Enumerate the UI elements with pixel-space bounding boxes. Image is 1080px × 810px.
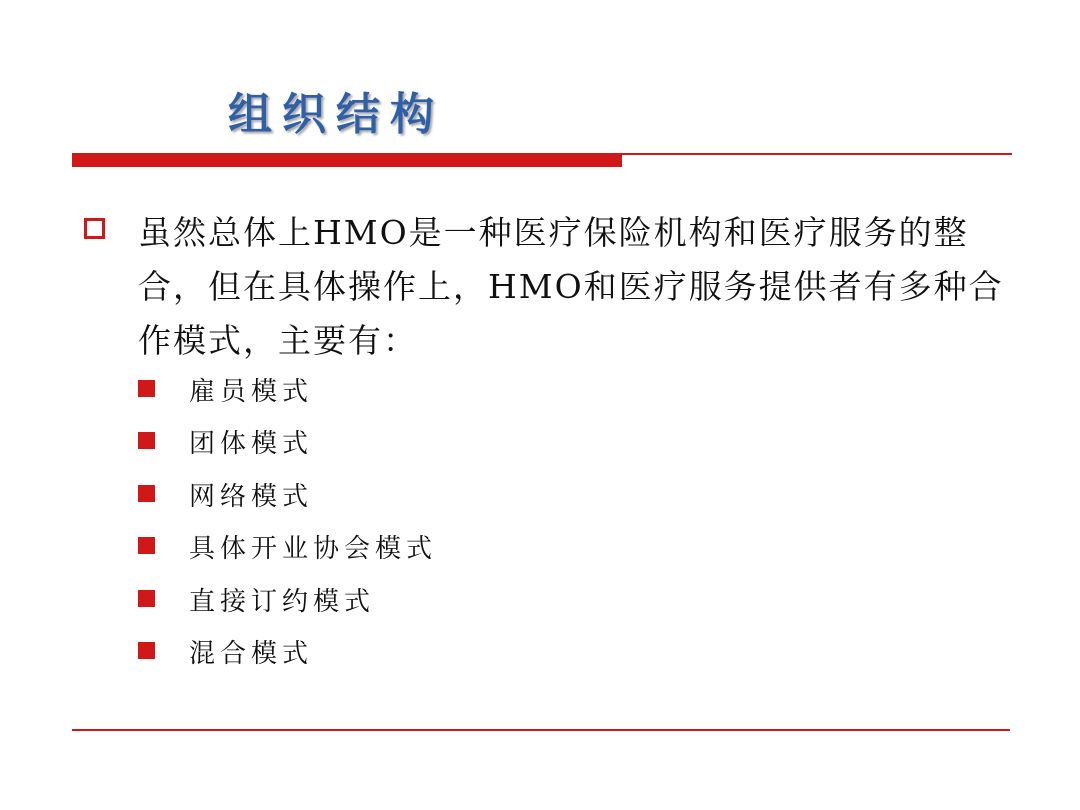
title-divider-thick (72, 153, 622, 167)
sub-bullet-text: 具体开业协会模式 (189, 534, 438, 565)
sub-bullet-list (138, 365, 437, 680)
hollow-square-icon (84, 218, 105, 239)
filled-square-icon (138, 432, 155, 449)
sub-bullet-text: 雇员模式 (189, 376, 314, 407)
main-bullet-text: 虽然总体上HMO是一种医疗保险机构和医疗服务的整合，但在具体操作上，HMO和医疗服务提供者有多种合作模式，主要有： (138, 213, 1004, 360)
list-item (138, 418, 437, 471)
filled-square-icon (138, 642, 155, 659)
sub-bullet-text: 网络模式 (189, 481, 314, 512)
footer-divider (72, 729, 1010, 731)
list-item (138, 575, 437, 628)
filled-square-icon (138, 380, 155, 397)
filled-square-icon (138, 537, 155, 554)
filled-square-icon (138, 590, 155, 607)
filled-square-icon (138, 485, 155, 502)
list-item (138, 523, 437, 576)
sub-bullet-text: 混合模式 (189, 639, 314, 670)
slide-title: 组织结构 (228, 89, 444, 140)
list-item (138, 365, 437, 418)
sub-bullet-text: 直接订约模式 (189, 586, 376, 617)
list-item (138, 470, 437, 523)
list-item (138, 628, 437, 681)
sub-bullet-text: 团体模式 (189, 429, 314, 460)
